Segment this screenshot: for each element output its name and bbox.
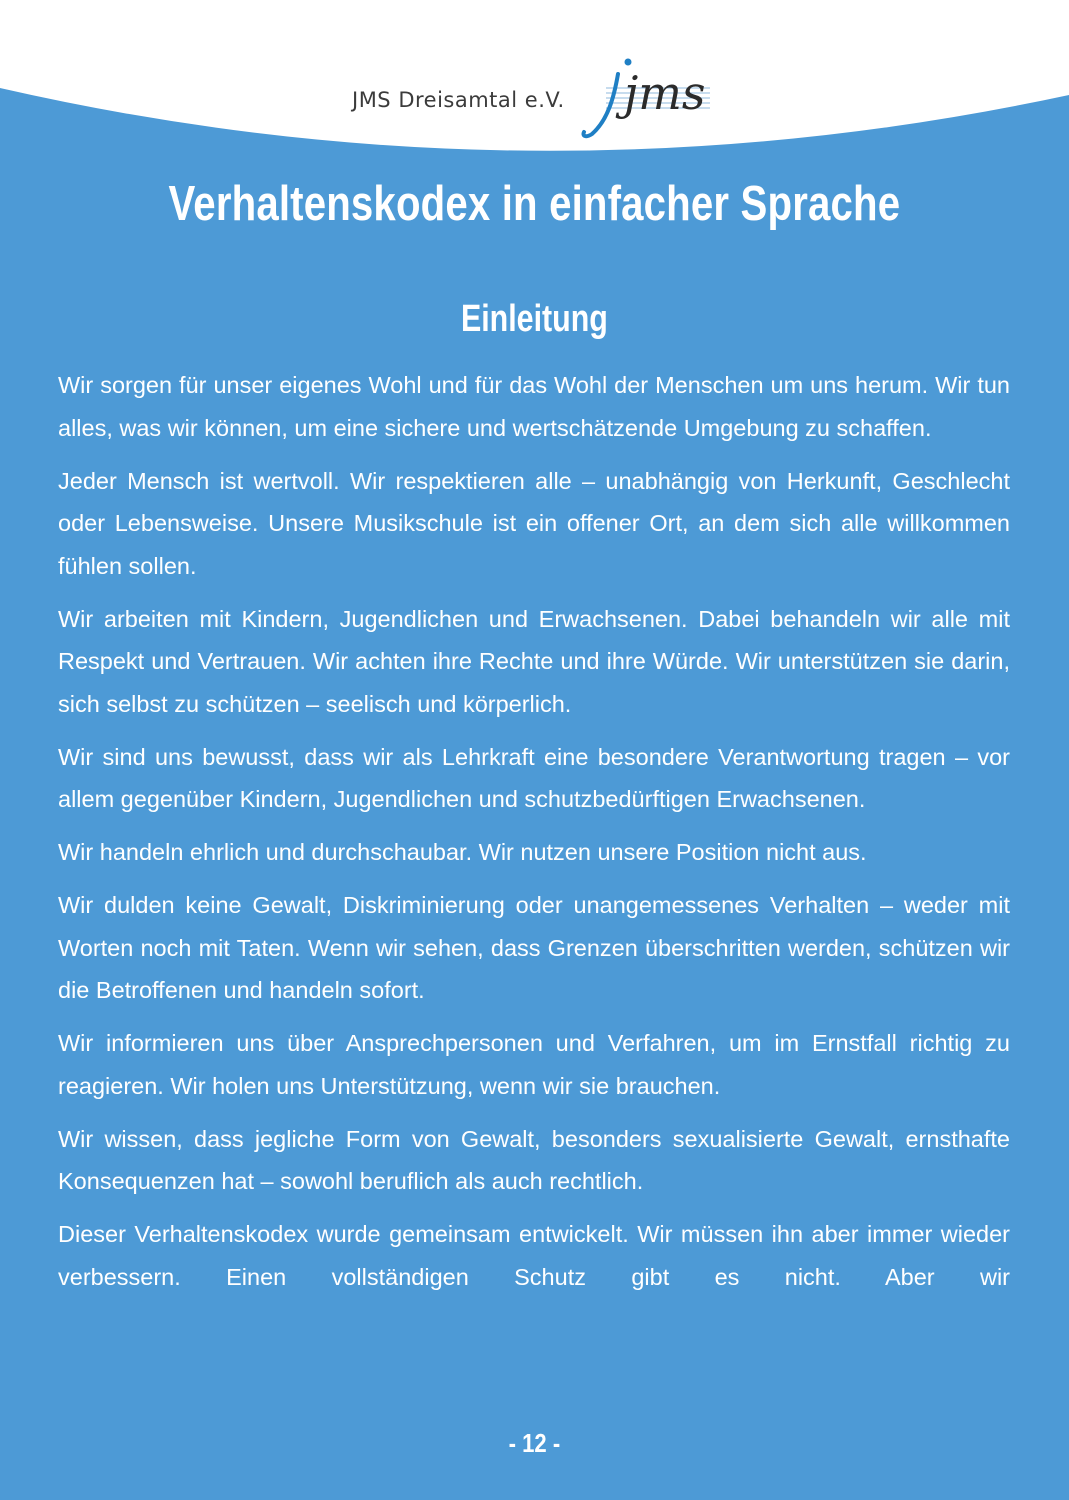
paragraph: Wir arbeiten mit Kindern, Jugendlichen und Erwachsenen. Dabei behandeln wir alle mit Respekt und Vertrauen. Wir achten ihre Rechte und ihre Würde. Wir unterstützen sie darin, sich selbst zu schützen – seelisch und körperlich.	[58, 605, 1010, 717]
paragraph: Wir wissen, dass jegliche Form von Gewalt, besonders sexualisierte Gewalt, ernsthafte Konsequenzen hat – sowohl beruflich als auch rechtlich.	[58, 1125, 1010, 1194]
org-name: JMS Dreisamtal e.V.	[352, 88, 565, 112]
section-body	[58, 364, 1010, 1309]
paragraph: Wir informieren uns über Ansprechpersonen und Verfahren, um im Ernstfall richtig zu reagieren. Wir holen uns Unterstützung, wenn wir sie brauchen.	[58, 1030, 1010, 1099]
paragraph: Dieser Verhaltenskodex wurde gemeinsam entwickelt. Wir müssen ihn aber immer wieder verbessern. Einen vollständigen Schutz gibt es nicht. Aber wir	[58, 1221, 1010, 1290]
header-brand	[0, 50, 1069, 140]
paragraph: Wir sind uns bewusst, dass wir als Lehrkraft eine besondere Verantwortung tragen – vor allem gegenüber Kindern, Jugendlichen und schutzbedürftigen Erwachsenen.	[58, 743, 1010, 812]
page-number: - 12 -	[508, 1428, 561, 1458]
logo-lettering: jms	[624, 66, 706, 120]
jms-logo	[578, 52, 728, 144]
paragraph: Jeder Mensch ist wertvoll. Wir respektieren alle – unabhängig von Herkunft, Geschlecht oder Lebensweise. Unsere Musikschule ist ein offener Ort, an dem sich alle willkommen fühlen sollen.	[58, 467, 1010, 579]
document-title: Verhaltenskodex in einfacher Sprache	[168, 177, 901, 231]
paragraph: Wir handeln ehrlich und durchschaubar. Wir nutzen unsere Position nicht aus.	[58, 839, 867, 865]
section-heading: Einleitung	[460, 298, 608, 340]
paragraph: Wir sorgen für unser eigenes Wohl und für das Wohl der Menschen um uns herum. Wir tun alles, was wir können, um eine sichere und wertschätzende Umgebung zu schaffen.	[58, 372, 1010, 441]
paragraph: Wir dulden keine Gewalt, Diskriminierung oder unangemessenes Verhalten – weder mit Worten noch mit Taten. Wenn wir sehen, dass Grenzen überschritten werden, schützen wir die Betroffenen und handeln sofort.	[58, 892, 1010, 1003]
